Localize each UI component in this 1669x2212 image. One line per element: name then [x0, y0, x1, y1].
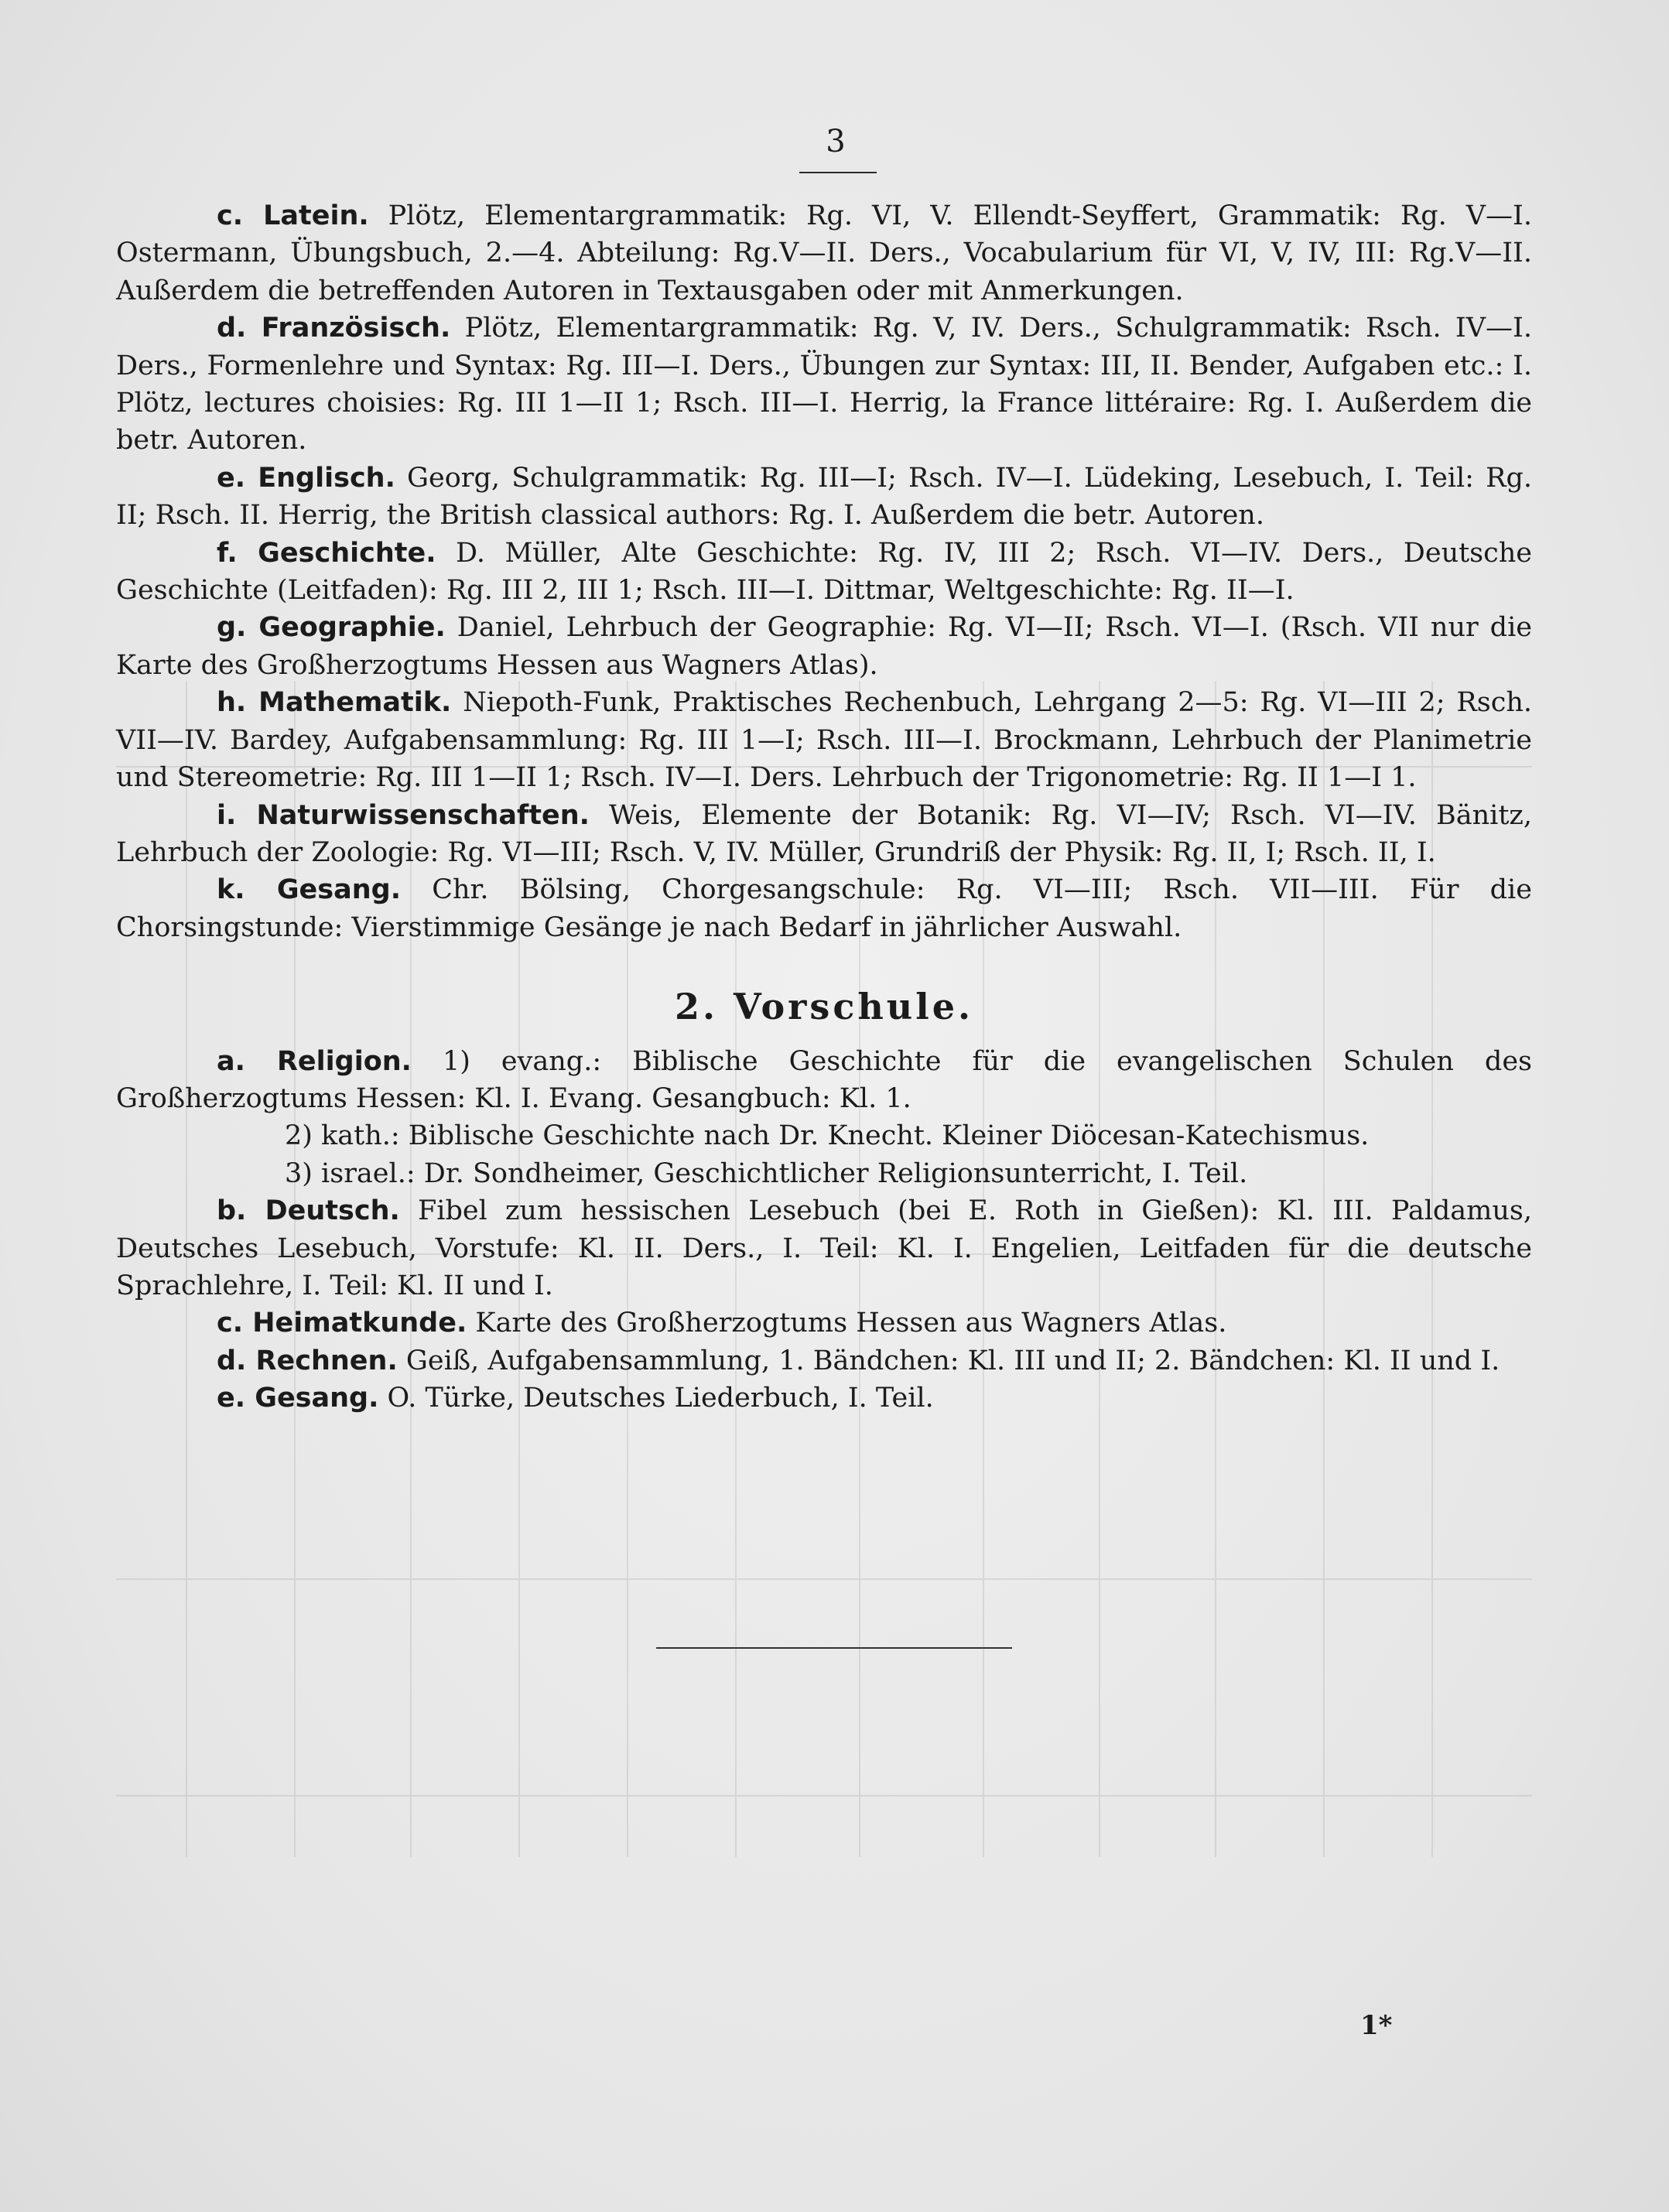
text-geographie: Daniel, Lehrbuch der Geographie: Rg. VI—II; Rsch. VI—I. (Rsch. VII nur die Karte des Großherzogtums Hessen aus Wagners Atlas). — [116, 612, 1532, 681]
heading-deutsch: b. Deutsch. — [217, 1195, 400, 1227]
page-number-rule — [799, 172, 877, 173]
heading-mathematik: h. Mathematik. — [217, 687, 452, 719]
text-gesang: Chr. Bölsing, Chorgesangschule: Rg. VI—III; Rsch. VII—III. Für die Chorsingstunde: Vierstimmige Gesänge je nach Bedarf in jährlicher Auswahl. — [116, 874, 1532, 943]
paragraph-vorschule-gesang — [116, 1380, 1532, 1417]
paragraph-franzoesisch — [116, 309, 1532, 460]
paragraph-religion-kath — [285, 1117, 1532, 1154]
heading-geographie: g. Geographie. — [217, 612, 446, 644]
paragraph-religion-israel — [285, 1155, 1532, 1192]
paragraph-heimatkunde — [116, 1304, 1532, 1342]
text-religion-evang: 1) evang.: Biblische Geschichte für die evangelischen Schulen des Großherzogtums Hessen: Kl. I. Evang. Gesangbuch: Kl. 1. — [116, 1045, 1532, 1114]
section-title-vorschule: 2. Vorschule. — [675, 986, 973, 1028]
page-number: 3 — [826, 124, 846, 159]
closing-rule — [656, 1647, 1012, 1649]
heading-rechnen: d. Rechnen. — [217, 1345, 398, 1376]
heading-heimatkunde: c. Heimatkunde. — [217, 1308, 467, 1339]
text-rechnen: Geiß, Aufgabensammlung, 1. Bändchen: Kl. III und II; 2. Bändchen: Kl. II und I. — [405, 1345, 1500, 1376]
heading-englisch: e. Englisch. — [217, 462, 395, 494]
text-geschichte: D. Müller, Alte Geschichte: Rg. IV, III 2; Rsch. VI—IV. Ders., Deutsche Geschichte (Leitfaden): Rg. III 2, III 1; Rsch. III—I. Dittmar, Weltgeschichte: Rg. II—I. — [116, 537, 1532, 607]
heading-gesang: k. Gesang. — [217, 874, 402, 906]
paragraph-deutsch — [116, 1192, 1532, 1304]
paragraph-naturwissenschaften — [116, 797, 1532, 872]
paragraph-latein — [116, 197, 1532, 309]
heading-vorschule-gesang: e. Gesang. — [217, 1383, 379, 1414]
text-latein: Plötz, Elementargrammatik: Rg. VI, V. Ellendt-Seyffert, Grammatik: Rg. V—I. Ostermann, Übungsbuch, 2.—4. Abteilung: Rg.V—II. Ders., Vocabularium für VI, V, IV, III: Rg.V—II. Außerdem die betreffenden Autoren in Textausgaben oder mit Anmerkungen. — [116, 200, 1533, 306]
text-englisch: Georg, Schulgrammatik: Rg. III—I; Rsch. IV—I. Lüdeking, Lesebuch, I. Teil: Rg. II; Rsch. II. Herrig, the British classical authors: Rg. I. Außerdem die betr. Autoren. — [116, 462, 1532, 532]
text-naturwissenschaften: Weis, Elemente der Botanik: Rg. VI—IV; Rsch. VI—IV. Bänitz, Lehrbuch der Zoologie: Rg. VI—III; Rsch. V, IV. Müller, Grundriß der Physik: Rg. II, I; Rsch. II, I. — [116, 799, 1532, 868]
text-mathematik: Niepoth-Funk, Praktisches Rechenbuch, Lehrgang 2—5: Rg. VI—III 2; Rsch. VII—IV. Bardey, Aufgabensammlung: Rg. III 1—I; Rsch. III—I. Brockmann, Lehrbuch der Planimetrie und Stereometrie: Rg. III 1—II 1; Rsch. IV—I. Ders. Lehrbuch der Trigonometrie: Rg. II 1—I 1. — [116, 687, 1532, 794]
paragraph-religion — [116, 1043, 1532, 1118]
heading-latein: c. Latein. — [217, 200, 369, 231]
body-text — [116, 197, 1532, 1417]
text-franzoesisch: Plötz, Elementargrammatik: Rg. V, IV. Ders., Schulgrammatik: Rsch. IV—I. Ders., Formenlehre und Syntax: Rg. III—I. Ders., Übungen zur Syntax: III, II. Bender, Aufgaben etc.: I. Plötz, lectures choisies: Rg. III 1—II 1; Rsch. III—I. Herrig, la France littéraire: Rg. I. Außerdem die betr. Autoren. — [116, 313, 1532, 456]
text-religion-israel: 3) israel.: Dr. Sondheimer, Geschichtlicher Religionsunterricht, I. Teil. — [285, 1157, 1248, 1189]
paragraph-gesang — [116, 871, 1532, 946]
text-religion-kath: 2) kath.: Biblische Geschichte nach Dr. Knecht. Kleiner Diöcesan-Katechismus. — [285, 1120, 1370, 1152]
heading-franzoesisch: d. Französisch. — [217, 313, 451, 344]
text-vorschule-gesang: O. Türke, Deutsches Liederbuch, I. Teil. — [387, 1383, 934, 1414]
text-deutsch: Fibel zum hessischen Lesebuch (bei E. Roth in Gießen): Kl. III. Paldamus, Deutsches Lesebuch, Vorstufe: Kl. II. Ders., I. Teil: Kl. I. Engelien, Leitfaden für die deutsche Sprachlehre, I. Teil: Kl. II und I. — [116, 1195, 1532, 1301]
heading-geschichte: f. Geschichte. — [217, 537, 436, 569]
paragraph-geschichte — [116, 535, 1532, 610]
paragraph-rechnen — [116, 1342, 1532, 1380]
heading-religion: a. Religion. — [217, 1045, 412, 1077]
printer-signature-mark: 1* — [1360, 2010, 1393, 2041]
text-heimatkunde: Karte des Großherzogtums Hessen aus Wagners Atlas. — [475, 1308, 1227, 1339]
paragraph-englisch — [116, 460, 1532, 535]
paragraph-geographie — [116, 609, 1532, 684]
paragraph-mathematik — [116, 684, 1532, 796]
heading-naturwissenschaften: i. Naturwissenschaften. — [217, 799, 590, 831]
